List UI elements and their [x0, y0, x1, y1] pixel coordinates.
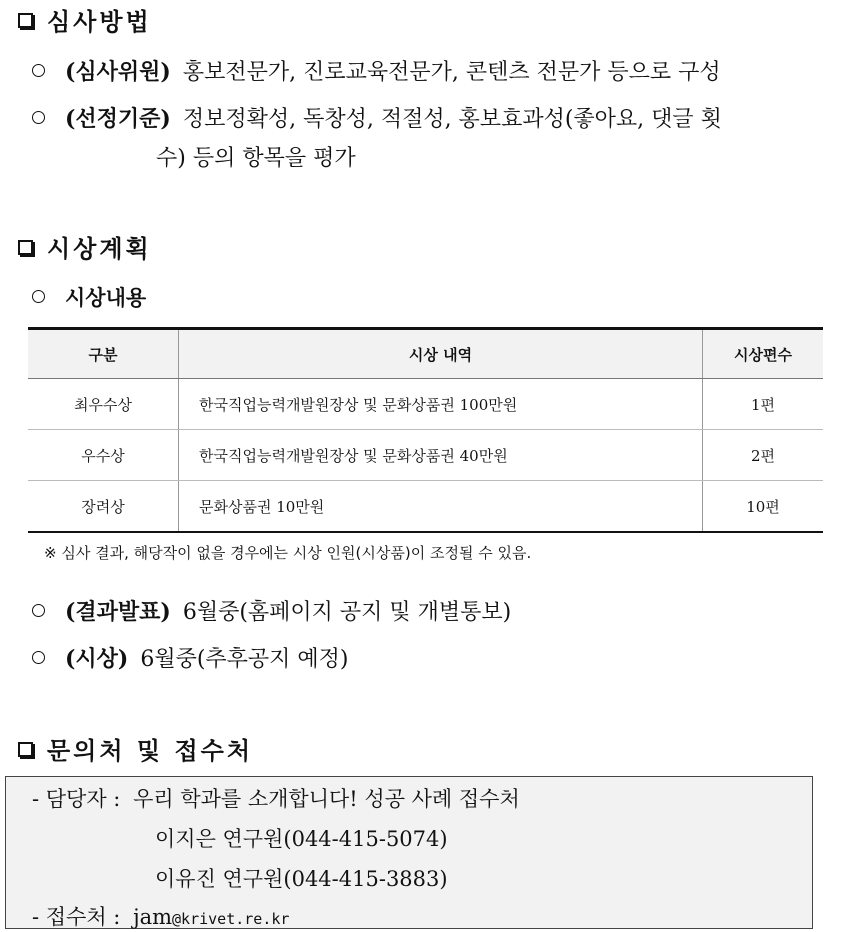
schedule-item-announcement: (결과발표) 6월중(홈페이지 공지 및 개별통보)	[32, 595, 511, 626]
contact-person-2: 이유진 연구원(044-415-3883)	[155, 867, 448, 891]
section-heading-review: 심사방법	[18, 2, 152, 37]
award-category: 장려상	[28, 481, 179, 533]
award-details: 한국직업능력개발원장상 및 문화상품권 100만원	[179, 379, 703, 430]
review-item-criteria-continued: 수) 등의 항목을 평가	[156, 146, 356, 171]
contact-manager-title: 우리 학과를 소개합니다! 성공 사례 접수처	[133, 787, 520, 811]
circle-bullet-icon	[32, 64, 45, 77]
circle-bullet-icon	[32, 290, 45, 303]
award-category: 우수상	[28, 430, 179, 481]
award-count: 2편	[703, 430, 824, 481]
contact-person-1: 이지은 연구원(044-415-5074)	[155, 827, 448, 851]
award-table	[28, 327, 823, 533]
award-subheading: 시상내용	[32, 282, 146, 312]
award-category: 최우수상	[28, 379, 179, 430]
contact-receipt-label: - 접수처 :	[32, 905, 121, 929]
award-count: 10편	[703, 481, 824, 533]
award-count: 1편	[703, 379, 824, 430]
contact-manager-label: - 담당자 :	[32, 787, 121, 811]
schedule-item-ceremony: (시상) 6월중(추후공지 예정)	[32, 642, 349, 673]
section-heading-contact: 문의처 및 접수처	[18, 731, 253, 766]
section-heading-award: 시상계획	[18, 229, 152, 264]
review-item-committee: (심사위원) 홍보전문가, 진로교육전문가, 콘텐츠 전문가 등으로 구성	[32, 55, 721, 86]
circle-bullet-icon	[32, 651, 45, 664]
award-details: 한국직업능력개발원장상 및 문화상품권 40만원	[179, 430, 703, 481]
column-header-details: 시상 내역	[179, 329, 703, 379]
column-header-category: 구분	[28, 329, 179, 379]
checkbox-square-icon	[18, 742, 33, 757]
table-row	[28, 430, 823, 481]
award-details: 문화상품권 10만원	[179, 481, 703, 533]
checkbox-square-icon	[18, 240, 33, 255]
contact-box	[5, 776, 813, 929]
table-header-row	[28, 329, 823, 379]
circle-bullet-icon	[32, 111, 45, 124]
column-header-count: 시상편수	[703, 329, 824, 379]
checkbox-square-icon	[18, 13, 33, 28]
contact-email-user[interactable]: jam	[133, 905, 173, 929]
review-item-criteria: (선정기준) 정보정확성, 독창성, 적절성, 홍보효과성(좋아요, 댓글 횟	[32, 102, 722, 133]
contact-manager-line	[32, 783, 520, 813]
contact-receipt-line	[32, 901, 289, 931]
table-row	[28, 481, 823, 533]
table-row	[28, 379, 823, 430]
circle-bullet-icon	[32, 604, 45, 617]
award-note: ※ 심사 결과, 해당작이 없을 경우에는 시상 인원(시상품)이 조정될 수 있음.	[44, 544, 532, 562]
contact-email-domain[interactable]: @krivet.re.kr	[172, 910, 290, 928]
